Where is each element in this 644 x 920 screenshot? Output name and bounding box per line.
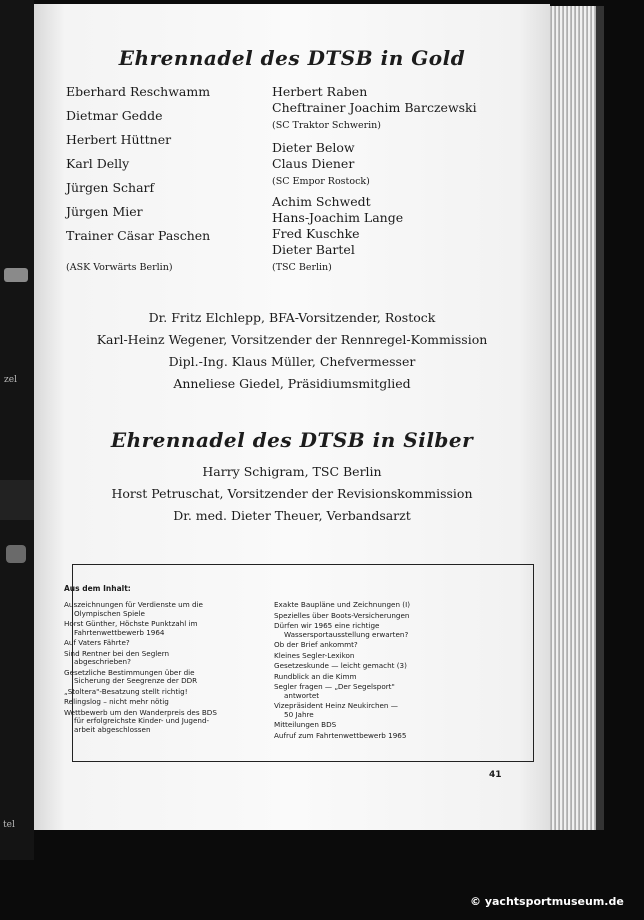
contents-item: Segler fragen — „Der Segelsport" antwortet	[274, 682, 395, 700]
gold-left-name: Herbert Hüttner	[66, 132, 172, 147]
gold-right-name: Cheftrainer Joachim Barczewski	[272, 100, 477, 115]
gold-right-club: (SC Traktor Schwerin)	[272, 120, 382, 131]
silver-line: Horst Petruschat, Vorsitzender der Revisionskommission	[111, 486, 473, 501]
contents-item: Dürfen wir 1965 eine richtige Wassersportausstellung erwarten?	[274, 621, 409, 639]
contents-item: Aufruf zum Fahrtenwettbewerb 1965	[274, 730, 407, 740]
gold-right-name: Hans-Joachim Lange	[272, 210, 404, 225]
gold-right-name: Achim Schwedt	[272, 194, 371, 209]
gold-left-name: Dietmar Gedde	[66, 108, 163, 123]
gold-left-name: Jürgen Scharf	[66, 180, 155, 195]
gold-center-line: Dipl.-Ing. Klaus Müller, Chefvermesser	[168, 354, 416, 369]
gold-left-name: Eberhard Reschwamm	[66, 84, 211, 99]
contents-item: Auf Vaters Fährte?	[64, 638, 130, 647]
copyright-watermark: © yachtsportmuseum.de	[470, 895, 624, 908]
gold-center-line: Dr. Fritz Elchlepp, BFA-Vorsitzender, Rostock	[148, 310, 436, 325]
gold-center-line: Anneliese Giedel, Präsidiumsmitglied	[173, 376, 411, 391]
heading-gold: Ehrennadel des DTSB in Gold	[118, 46, 466, 70]
contents-item: Sind Rentner bei den Seglern abgeschrieben?	[64, 648, 170, 666]
gold-right-name: Dieter Below	[272, 140, 355, 155]
contents-right-column	[274, 601, 410, 742]
left-page-band	[0, 480, 34, 520]
gold-right-club: (TSC Berlin)	[272, 262, 332, 273]
gold-right-name: Fred Kuschke	[272, 226, 360, 241]
left-page-strip	[0, 0, 34, 860]
gold-right-name: Dieter Bartel	[272, 242, 355, 257]
contents-item: Mitteilungen BDS	[274, 720, 337, 729]
silver-list	[34, 464, 550, 530]
page-edges	[548, 6, 600, 830]
silver-line: Dr. med. Dieter Theuer, Verbandsarzt	[173, 508, 411, 523]
binder-clip-bottom	[6, 545, 26, 563]
gold-center-list	[34, 310, 550, 398]
contents-item: Vizepräsident Heinz Neukirchen — 50 Jahre	[274, 701, 398, 719]
gold-right-column	[272, 84, 477, 276]
contents-item: Spezielles über Boots-Versicherungen	[274, 610, 410, 620]
contents-item: Relingslog – nicht mehr nötig	[64, 697, 169, 706]
contents-left-column	[64, 601, 217, 736]
gold-right-club: (SC Empor Rostock)	[272, 176, 370, 187]
contents-item: „Stoltera"-Besatzung stellt richtig!	[64, 686, 188, 696]
gold-left-name: Trainer Cäsar Paschen	[66, 228, 211, 243]
contents-item: Ob der Brief ankommt?	[274, 640, 358, 649]
contents-item: Horst Günther, Höchste Punktzahl im Fahrtenwettbewerb 1964	[64, 619, 198, 637]
gold-right-name: Herbert Raben	[272, 84, 368, 99]
contents-item: Wettbewerb um den Wanderpreis des BDS für erfolgreichste Kinder- und Jugend- arbeit abgeschlossen	[64, 707, 217, 734]
contents-item: Auszeichnungen für Verdienste um die Olympischen Spiele	[64, 600, 203, 618]
book-page	[34, 4, 550, 830]
gold-left-name: Jürgen Mier	[66, 204, 143, 219]
contents-item: Gesetzeskunde — leicht gemacht (3)	[274, 661, 407, 670]
heading-silver: Ehrennadel des DTSB in Silber	[110, 428, 474, 452]
contents-item: Rundblick an die Kimm	[274, 671, 357, 681]
gold-center-line: Karl-Heinz Wegener, Vorsitzender der Rennregel-Kommission	[96, 332, 488, 347]
page-edge-shadow	[596, 6, 604, 830]
binder-clip-top	[4, 268, 28, 282]
gold-right-name: Claus Diener	[272, 156, 355, 171]
contents-title: Aus dem Inhalt:	[64, 584, 131, 593]
page-number: 41	[489, 770, 502, 780]
contents-item: Kleines Segler-Lexikon	[274, 650, 355, 660]
left-margin-text: zel	[4, 375, 17, 385]
gold-left-club: (ASK Vorwärts Berlin)	[66, 262, 173, 273]
gold-left-column	[66, 84, 210, 276]
gold-left-name: Karl Delly	[66, 156, 130, 171]
contents-item: Exakte Baupläne und Zeichnungen (I)	[274, 600, 411, 609]
left-margin-text-bottom: tel	[3, 820, 15, 830]
silver-line: Harry Schigram, TSC Berlin	[202, 464, 382, 479]
contents-item: Gesetzliche Bestimmungen über die Sicherung der Seegrenze der DDR	[64, 667, 198, 685]
